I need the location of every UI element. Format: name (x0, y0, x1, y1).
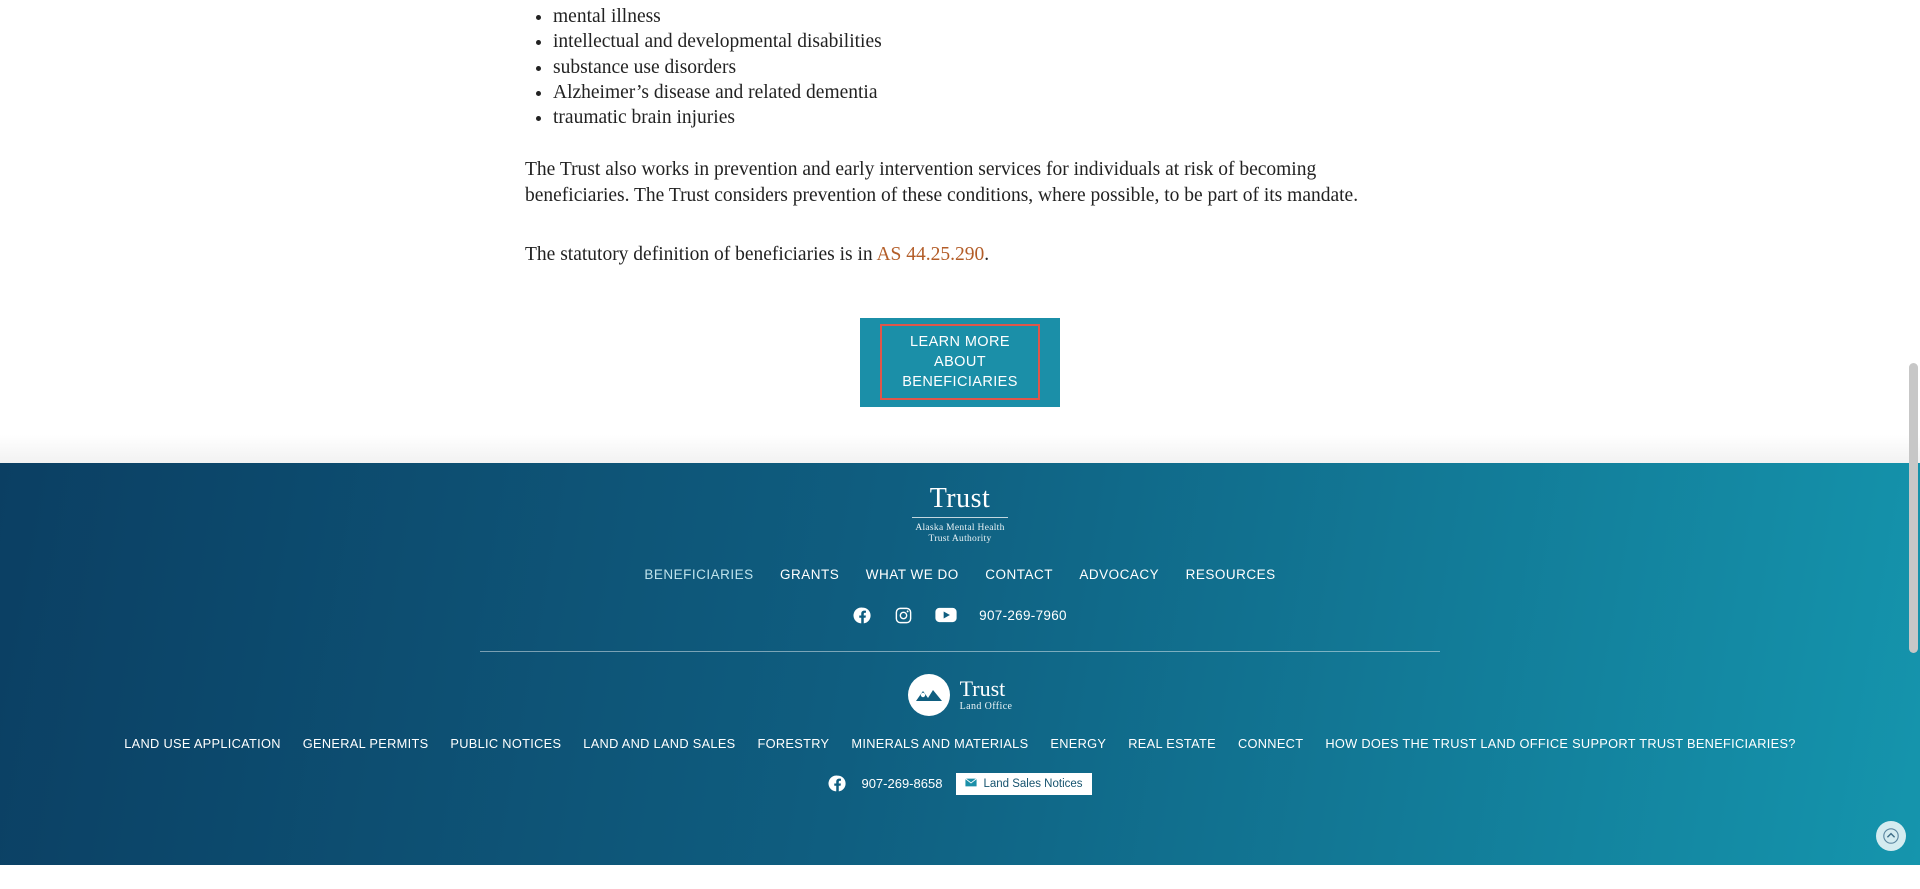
facebook-icon[interactable] (853, 606, 872, 625)
trust-logo-subtitle-1: Alaska Mental Health (915, 522, 1005, 533)
instagram-icon[interactable] (894, 606, 913, 625)
statute-text-suffix: . (984, 244, 990, 266)
site-footer (0, 463, 1920, 865)
list-item: • intellectual and developmental disabilities (553, 29, 1395, 54)
land-nav-support-beneficiaries[interactable]: HOW DOES THE TRUST LAND OFFICE SUPPORT TRUST BENEFICIARIES? (1325, 735, 1796, 751)
learn-more-beneficiaries-button[interactable] (860, 318, 1060, 407)
land-nav-energy[interactable]: ENERGY (1050, 735, 1107, 751)
footer-divider (480, 651, 1440, 652)
trust-logo-subtitle-2: Trust Authority (928, 533, 992, 544)
pre-footer-gradient (0, 435, 1920, 463)
statute-text-prefix: The statutory definition of beneficiaries is in (525, 244, 877, 266)
land-office-contact-row (0, 773, 1920, 795)
list-item: • Alzheimer’s disease and related dementia (553, 80, 1395, 105)
scrollbar-thumb[interactable] (1909, 363, 1918, 653)
footer-logo-block (0, 463, 1920, 546)
land-nav-forestry[interactable]: FORESTRY (757, 735, 830, 751)
chevron-up-icon (1883, 828, 1899, 844)
land-office-logo-subtitle: Land Office (959, 700, 1013, 712)
beneficiary-conditions-list (525, 4, 1395, 130)
land-office-logo-text (959, 675, 1013, 712)
footer-nav-what-we-do[interactable]: WHAT WE DO (865, 566, 959, 582)
envelope-icon (965, 778, 977, 790)
footer-nav-beneficiaries[interactable]: BENEFICIARIES (644, 566, 754, 582)
land-office-phone[interactable]: 907-269-8658 (861, 776, 943, 792)
main-content (0, 0, 1920, 268)
page-scrollbar[interactable] (1905, 0, 1920, 889)
footer-land-office-nav (0, 736, 1920, 751)
footer-nav-contact[interactable]: CONTACT (985, 566, 1053, 582)
land-nav-land-use-application[interactable]: LAND USE APPLICATION (124, 735, 281, 751)
youtube-icon[interactable] (935, 607, 957, 623)
land-nav-public-notices[interactable]: PUBLIC NOTICES (450, 735, 562, 751)
trust-logo-word: Trust (929, 482, 991, 514)
trust-land-office-logo[interactable] (0, 674, 1920, 716)
footer-social-row (0, 606, 1920, 625)
footer-nav-advocacy[interactable]: ADVOCACY (1079, 566, 1160, 582)
trust-authority-logo[interactable] (912, 482, 1008, 545)
footer-primary-nav (0, 566, 1920, 584)
list-item: • mental illness (553, 4, 1395, 29)
paragraph-prevention: The Trust also works in prevention and early intervention services for individuals at risk of becoming beneficiaries. The Trust considers prevention of these conditions, where possible, to be part of its mandate. (525, 159, 1359, 206)
content-column (525, 4, 1395, 268)
list-item: • substance use disorders (553, 55, 1395, 80)
list-item: • traumatic brain injuries (553, 105, 1395, 130)
land-sales-notices-button[interactable] (956, 773, 1091, 795)
mountain-icon (908, 674, 950, 716)
paragraph-statute (525, 242, 1395, 268)
back-to-top-button[interactable] (1876, 821, 1906, 851)
land-sales-notices-label: Land Sales Notices (983, 777, 1083, 790)
learn-more-beneficiaries-label: LEARN MORE ABOUT BENEFICIARIES (880, 324, 1040, 400)
land-nav-real-estate[interactable]: REAL ESTATE (1128, 735, 1216, 751)
facebook-icon[interactable] (828, 774, 847, 793)
cta-section (0, 318, 1920, 407)
land-office-logo-title: Trust (959, 675, 1006, 701)
footer-phone[interactable]: 907-269-7960 (979, 607, 1067, 623)
footer-nav-grants[interactable]: GRANTS (780, 566, 840, 582)
land-nav-minerals-and-materials[interactable]: MINERALS AND MATERIALS (851, 735, 1029, 751)
land-nav-general-permits[interactable]: GENERAL PERMITS (302, 735, 429, 751)
land-nav-land-and-land-sales[interactable]: LAND AND LAND SALES (583, 735, 736, 751)
footer-nav-resources[interactable]: RESOURCES (1185, 566, 1276, 582)
statute-link[interactable]: AS 44.25.290 (876, 244, 985, 266)
land-nav-connect[interactable]: CONNECT (1237, 735, 1304, 751)
logo-divider (912, 517, 1008, 518)
